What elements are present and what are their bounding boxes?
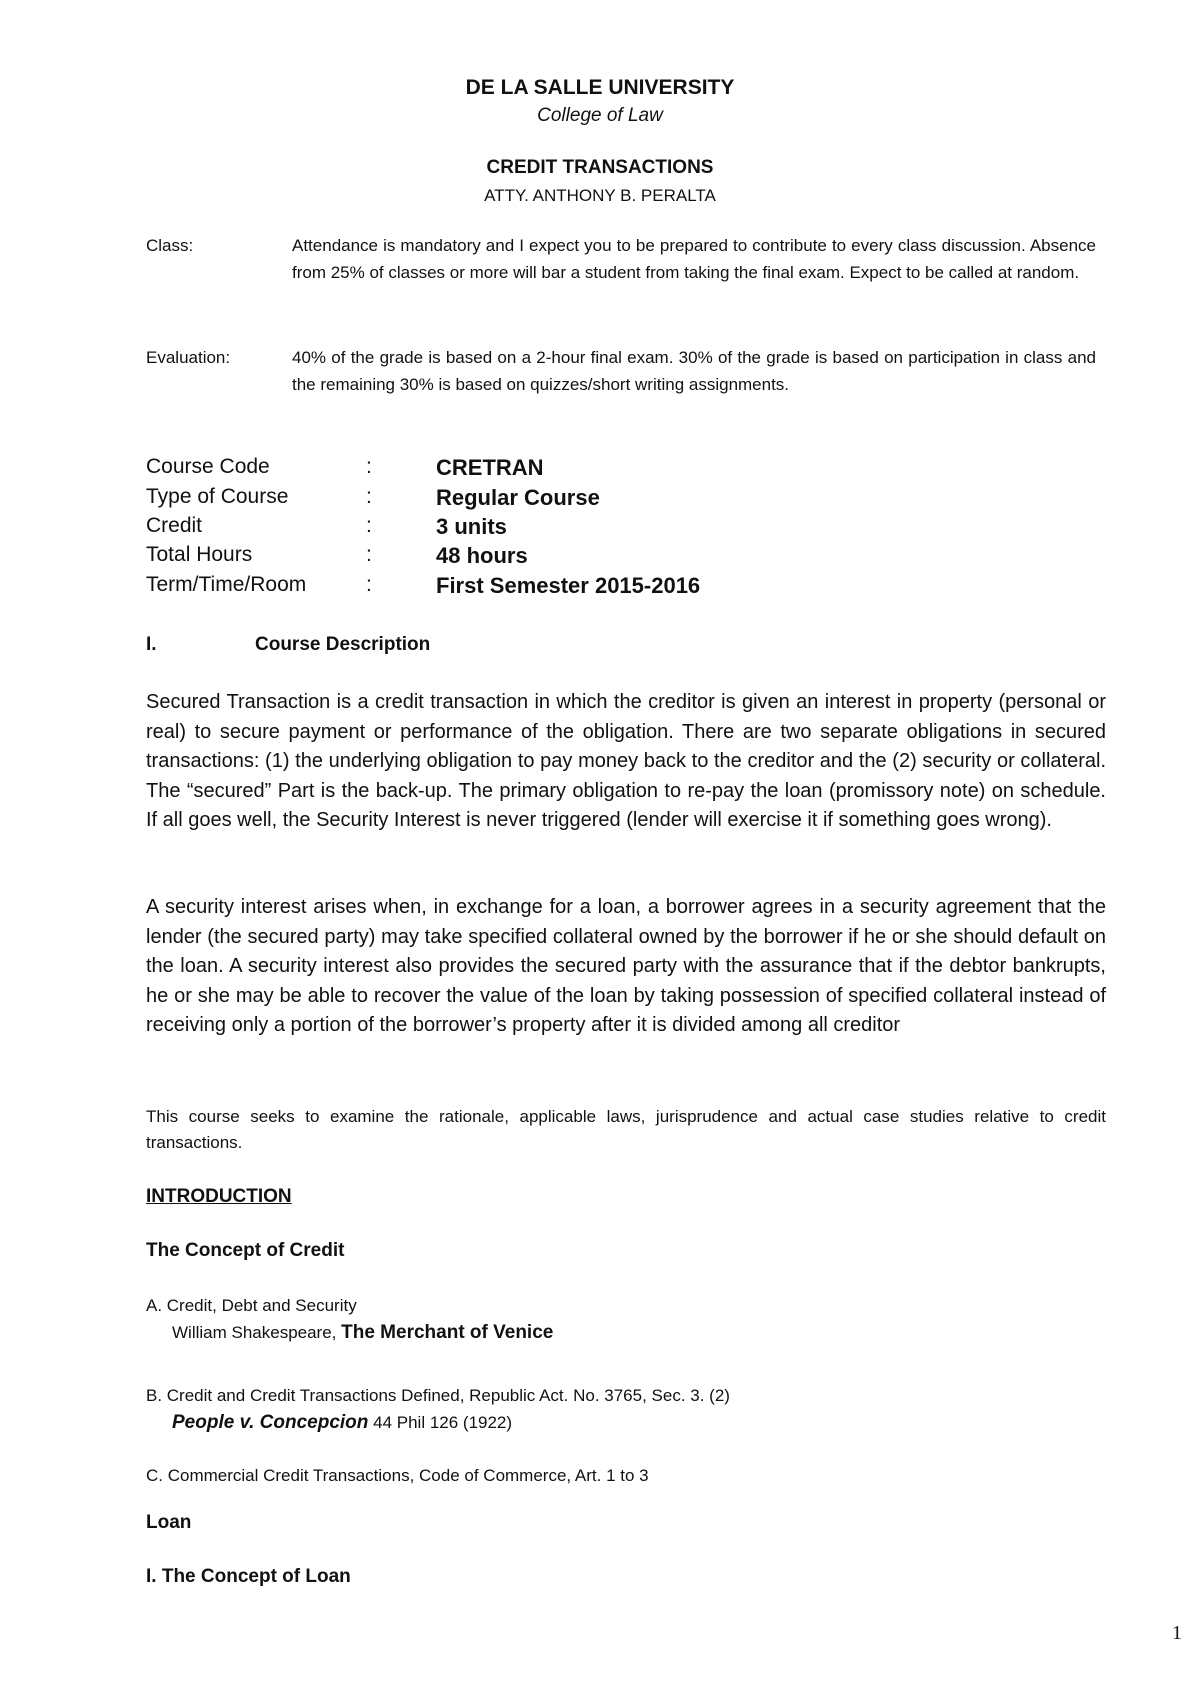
item-b-citation: 44 Phil 126 (1922) [368, 1413, 513, 1432]
outline-item-a [146, 1292, 1106, 1346]
section-number: I. [146, 634, 157, 655]
info-row-term [146, 573, 1106, 603]
item-a-author: William Shakespeare, [172, 1323, 342, 1342]
class-policy-text: Attendance is mandatory and I expect you to be prepared to contribute to every class discussion. Absence from 25% of classes or more will bar a student from taking the final exam. Expect to be called at random. [292, 236, 1096, 282]
item-a-title: A. Credit, Debt and Security [146, 1296, 357, 1315]
info-value: 3 units [436, 514, 507, 539]
info-colon: : [366, 543, 372, 566]
item-b-title: B. Credit and Credit Transactions Defined, Republic Act. No. 3765, Sec. 3. (2) [146, 1386, 730, 1405]
university-name: DE LA SALLE UNIVERSITY [465, 76, 735, 99]
item-a-reference [146, 1319, 1106, 1346]
info-value: Regular Course [436, 485, 600, 510]
info-key: Total Hours [146, 543, 253, 566]
loan-heading: Loan [146, 1512, 192, 1533]
description-paragraph-1: Secured Transaction is a credit transaction in which the creditor is given an interest in property (personal or real) to secure payment or performance of the obligation. There are two separate obligations in secured transactions: (1) the underlying obligation to pay money back to the creditor and the (2) security or collateral. The “secured” Part is the back-up. The primary obligation to re-pay the loan (promissory note) on schedule. If all goes well, the Security Interest is never triggered (lender will exercise it if something goes wrong). [146, 691, 1106, 831]
info-row-credit [146, 514, 1106, 544]
description-paragraph-2: A security interest arises when, in exchange for a loan, a borrower agrees in a security agreement that the lender (the secured party) may take specified collateral owned by the borrower if he or she should default on the loan. A security interest also provides the secured party with the assurance that if the debtor bankrupts, he or she may be able to recover the value of the loan by taking possession of specified collateral instead of receiving only a portion of the borrower’s property after it is divided among all creditor [146, 896, 1106, 1036]
outline-item-c: C. Commercial Credit Transactions, Code of Commerce, Art. 1 to 3 [146, 1466, 649, 1485]
outline-item-b [146, 1382, 1106, 1436]
college-name: College of Law [537, 105, 663, 126]
info-row-type [146, 485, 1106, 515]
info-colon: : [366, 485, 372, 508]
info-colon: : [366, 455, 372, 478]
concept-loan-heading: I. The Concept of Loan [146, 1566, 351, 1587]
info-value: First Semester 2015-2016 [436, 573, 701, 598]
instructor-name: ATTY. ANTHONY B. PERALTA [484, 186, 716, 205]
info-key: Credit [146, 514, 203, 537]
section-title: Course Description [255, 634, 431, 655]
class-label: Class: [146, 236, 194, 255]
info-value: 48 hours [436, 543, 528, 568]
info-key: Term/Time/Room [146, 573, 307, 596]
info-colon: : [366, 514, 372, 537]
course-title: CREDIT TRANSACTIONS [486, 157, 714, 178]
evaluation-label: Evaluation: [146, 348, 231, 367]
info-row-course-code [146, 455, 1106, 485]
item-b-reference [146, 1409, 1106, 1436]
info-colon: : [366, 573, 372, 596]
item-a-work: The Merchant of Venice [341, 1322, 554, 1343]
info-row-hours [146, 543, 1106, 573]
info-key: Type of Course [146, 485, 289, 508]
info-key: Course Code [146, 455, 270, 478]
page-number: 1 [1172, 1622, 1182, 1644]
concept-credit-heading: The Concept of Credit [146, 1240, 345, 1261]
description-paragraph-3: This course seeks to examine the rationale, applicable laws, jurisprudence and actual case studies relative to credit transactions. [146, 1107, 1106, 1152]
item-b-case: People v. Concepcion [172, 1412, 369, 1433]
introduction-heading: INTRODUCTION [146, 1186, 292, 1207]
evaluation-policy-text: 40% of the grade is based on a 2-hour final exam. 30% of the grade is based on participation in class and the remaining 30% is based on quizzes/short writing assignments. [292, 348, 1096, 394]
info-value: CRETRAN [436, 455, 544, 480]
